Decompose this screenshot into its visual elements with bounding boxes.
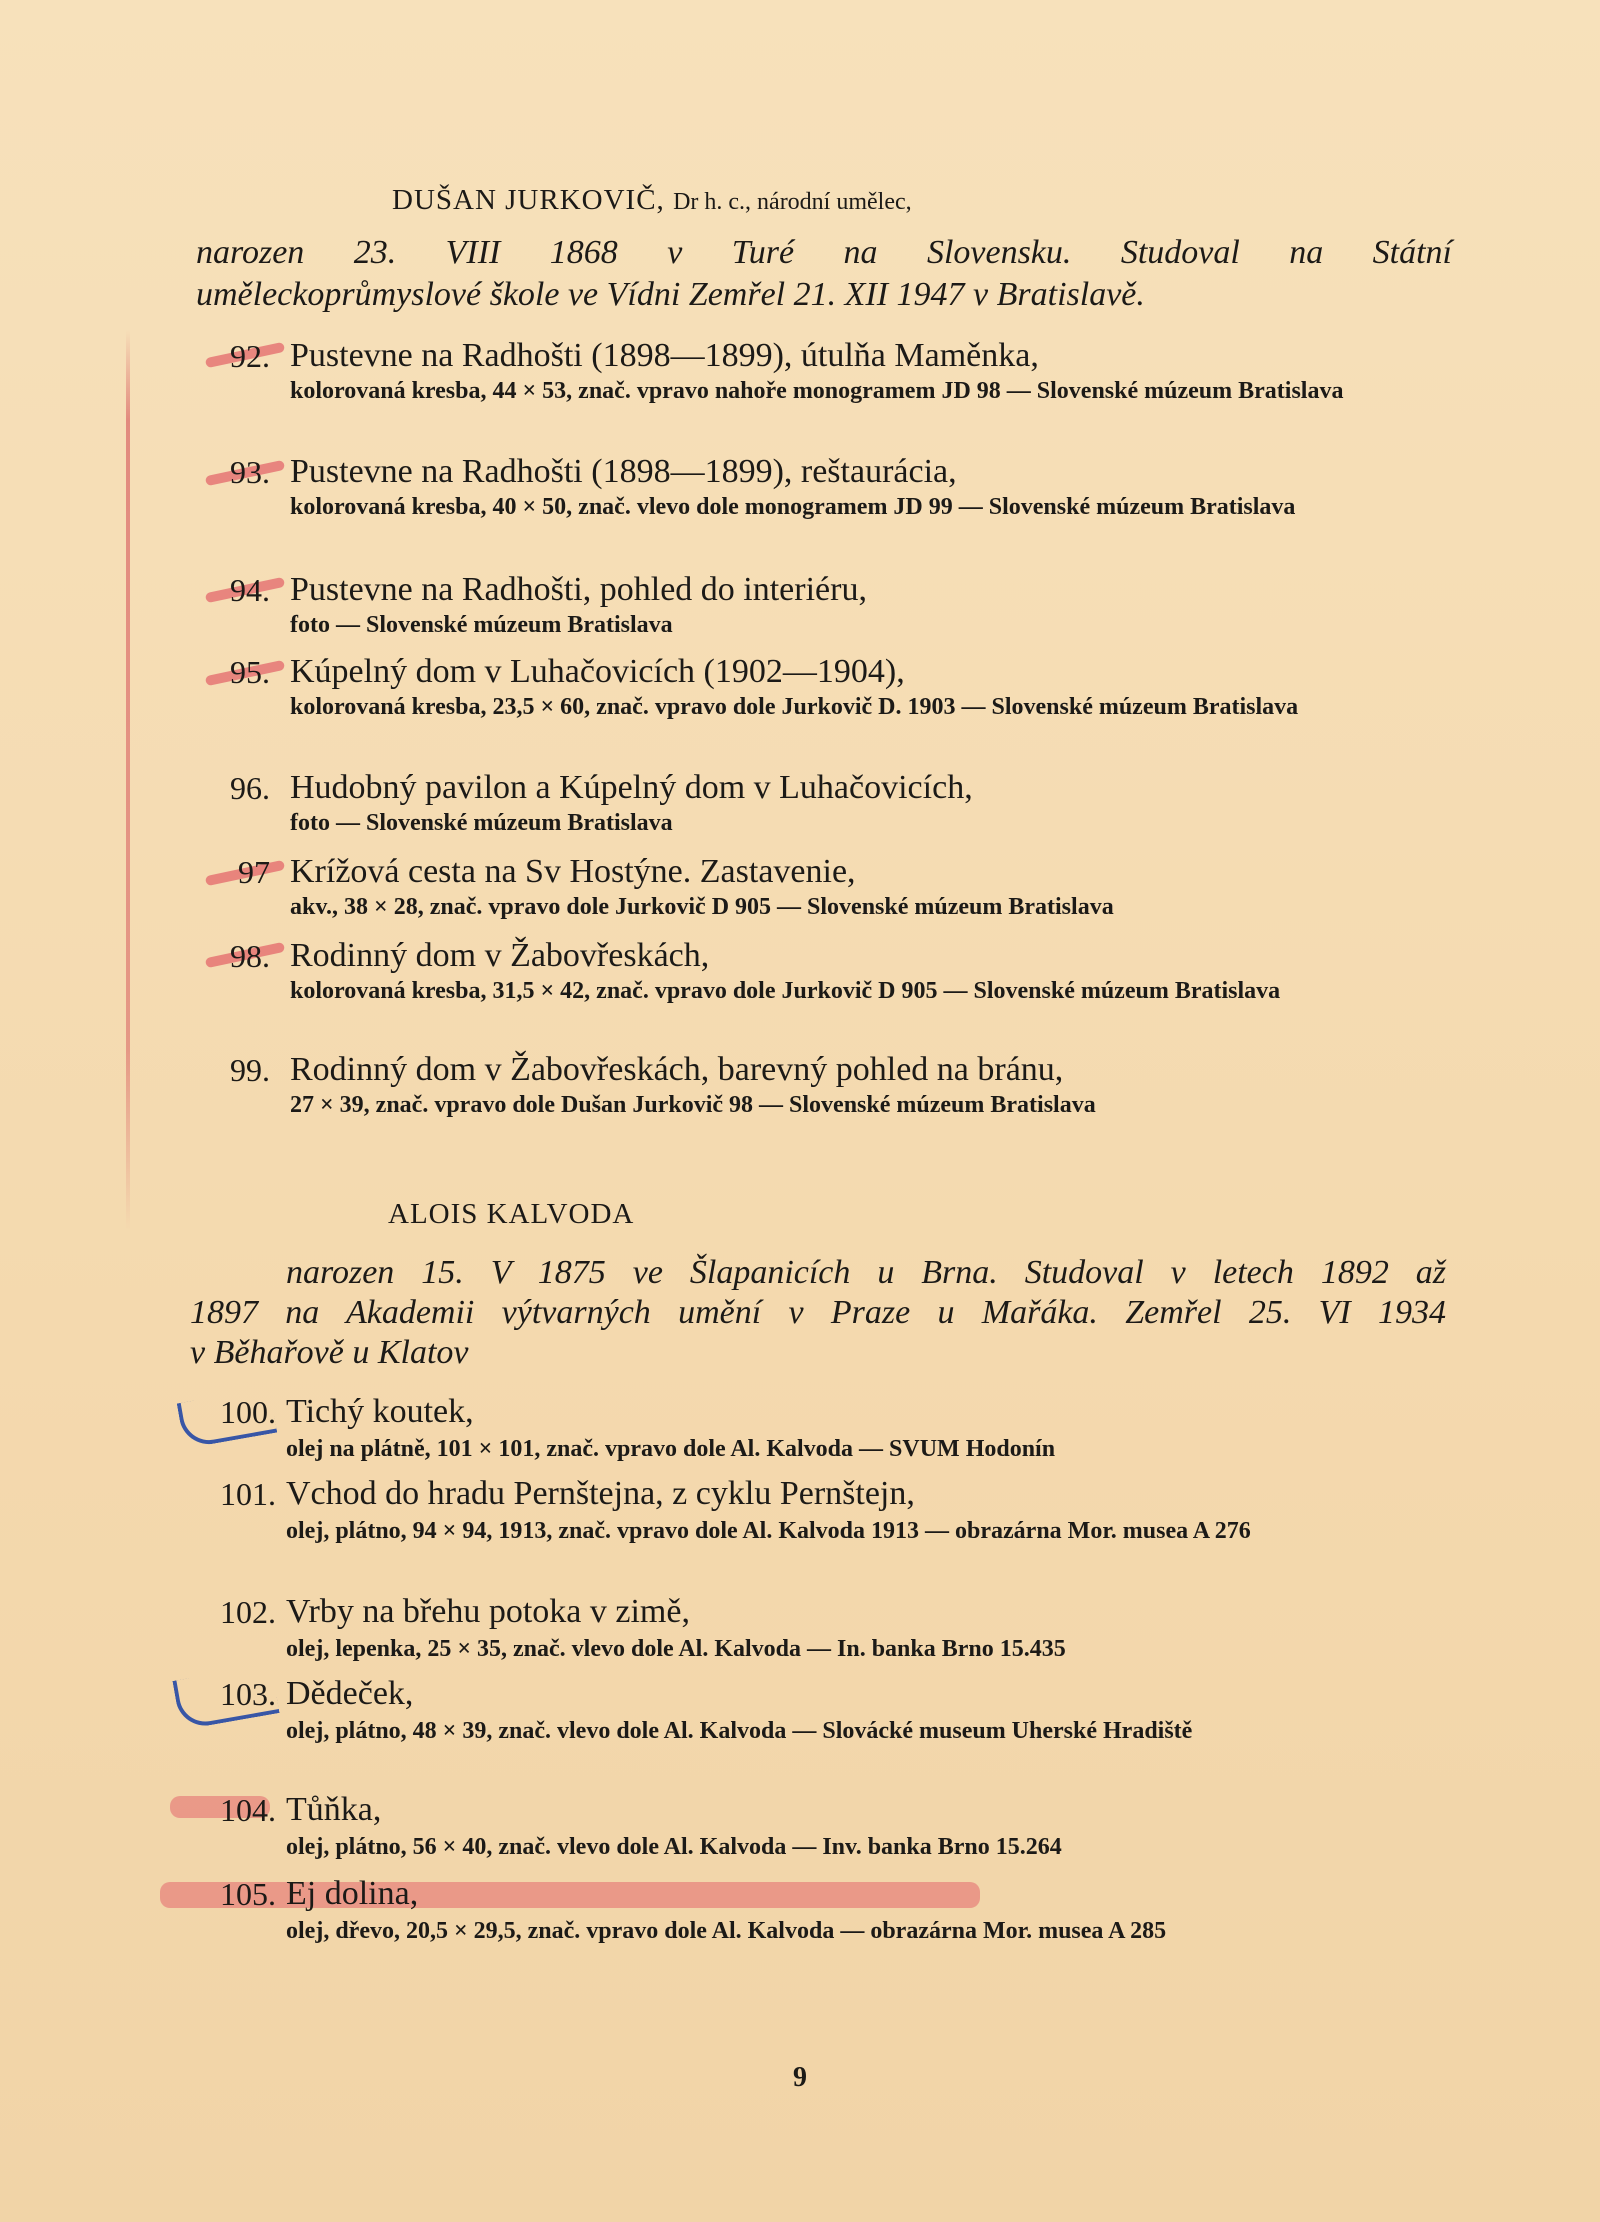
section-heading-jurkovic [392, 184, 912, 217]
entry-description: olej, plátno, 94 × 94, 1913, znač. vpravo dole Al. Kalvoda 1913 — obrazárna Mor. musea A 276 [286, 1518, 1251, 1544]
entry-number: 92. [230, 338, 270, 374]
artist-bio-line-2: 1897 na Akademii výtvarných umění v Praze u Mařáka. Zemřel 25. VI 1934 [190, 1294, 1446, 1331]
margin-red-line [126, 330, 130, 1230]
entry-number: 95. [230, 654, 270, 690]
entry-description: 27 × 39, znač. vpravo dole Dušan Jurkovič 98 — Slovenské múzeum Bratislava [290, 1092, 1096, 1118]
entry-title: Pustevne na Radhošti (1898—1899), útulňa Maměnka, [290, 337, 1039, 374]
entry-title: Vchod do hradu Pernštejna, z cyklu Pernštejn, [286, 1475, 915, 1512]
entry-description: foto — Slovenské múzeum Bratislava [290, 810, 673, 836]
artist-bio-line-1: narozen 23. VIII 1868 v Turé na Slovensku. Studoval na Státní [196, 234, 1452, 271]
entry-description: olej na plátně, 101 × 101, znač. vpravo dole Al. Kalvoda — SVUM Hodonín [286, 1436, 1056, 1462]
entry-title: Tichý koutek, [286, 1393, 474, 1430]
artist-bio-line-1: narozen 15. V 1875 ve Šlapanicích u Brna. Studoval v letech 1892 až [286, 1254, 1446, 1291]
entry-number: 96. [230, 770, 270, 806]
entry-title: Dědeček, [286, 1675, 414, 1712]
strikethrough-red-mark [160, 1882, 980, 1908]
artist-name: ALOIS KALVODA [388, 1198, 635, 1230]
entry-number: 102. [220, 1594, 276, 1630]
entry-description: kolorovaná kresba, 44 × 53, znač. vpravo nahoře monogramem JD 98 — Slovenské múzeum Bratislava [290, 378, 1344, 404]
entry-title: Hudobný pavilon a Kúpelný dom v Luhačovicích, [290, 769, 973, 806]
artist-bio-line-2: uměleckoprůmyslové škole ve Vídni Zemřel 21. XII 1947 v Bratislavě. [196, 276, 1145, 313]
section-heading-kalvoda [388, 1198, 634, 1231]
artist-bio-line-3: v Běhařově u Klatov [190, 1334, 469, 1371]
entry-description: kolorovaná kresba, 23,5 × 60, znač. vpravo dole Jurkovič D. 1903 — Slovenské múzeum Bratislava [290, 694, 1299, 720]
entry-number: 99. [230, 1052, 270, 1088]
entry-number: 97 [238, 854, 270, 890]
entry-description: olej, dřevo, 20,5 × 29,5, znač. vpravo dole Al. Kalvoda — obrazárna Mor. musea A 285 [286, 1918, 1167, 1944]
entry-number: 104. [220, 1792, 276, 1828]
artist-title: Dr h. c., národní umělec, [673, 189, 912, 215]
entry-description: olej, plátno, 56 × 40, znač. vlevo dole Al. Kalvoda — Inv. banka Brno 15.264 [286, 1834, 1062, 1860]
entry-number: 105. [220, 1876, 276, 1912]
entry-title: Ej dolina, [286, 1875, 419, 1912]
entry-number: 103. [220, 1676, 276, 1712]
entry-number: 93. [230, 454, 270, 490]
page-number: 9 [793, 2062, 807, 2093]
entry-description: olej, plátno, 48 × 39, znač. vlevo dole Al. Kalvoda — Slovácké museum Uherské Hradiště [286, 1718, 1193, 1744]
entry-description: kolorovaná kresba, 31,5 × 42, znač. vpravo dole Jurkovič D 905 — Slovenské múzeum Bratislava [290, 978, 1281, 1004]
entry-title: Kúpelný dom v Luhačovicích (1902—1904), [290, 653, 905, 690]
entry-title: Tůňka, [286, 1791, 382, 1828]
entry-title: Krížová cesta na Sv Hostýne. Zastavenie, [290, 853, 856, 890]
entry-title: Vrby na břehu potoka v zimě, [286, 1593, 690, 1630]
entry-title: Rodinný dom v Žabovřeskách, barevný pohled na bránu, [290, 1051, 1064, 1088]
entry-number: 94. [230, 572, 270, 608]
entry-title: Rodinný dom v Žabovřeskách, [290, 937, 710, 974]
entry-number: 98. [230, 938, 270, 974]
artist-name: DUŠAN JURKOVIČ, [392, 184, 665, 216]
entry-number: 100. [220, 1394, 276, 1430]
entry-title: Pustevne na Radhošti, pohled do interiéru, [290, 571, 867, 608]
entry-description: kolorovaná kresba, 40 × 50, znač. vlevo dole monogramem JD 99 — Slovenské múzeum Bratislava [290, 494, 1296, 520]
entry-description: foto — Slovenské múzeum Bratislava [290, 612, 673, 638]
entry-description: akv., 38 × 28, znač. vpravo dole Jurkovič D 905 — Slovenské múzeum Bratislava [290, 894, 1114, 920]
entry-title: Pustevne na Radhošti (1898—1899), reštaurácia, [290, 453, 957, 490]
entry-number: 101. [220, 1476, 276, 1512]
entry-description: olej, lepenka, 25 × 35, znač. vlevo dole Al. Kalvoda — In. banka Brno 15.435 [286, 1636, 1066, 1662]
